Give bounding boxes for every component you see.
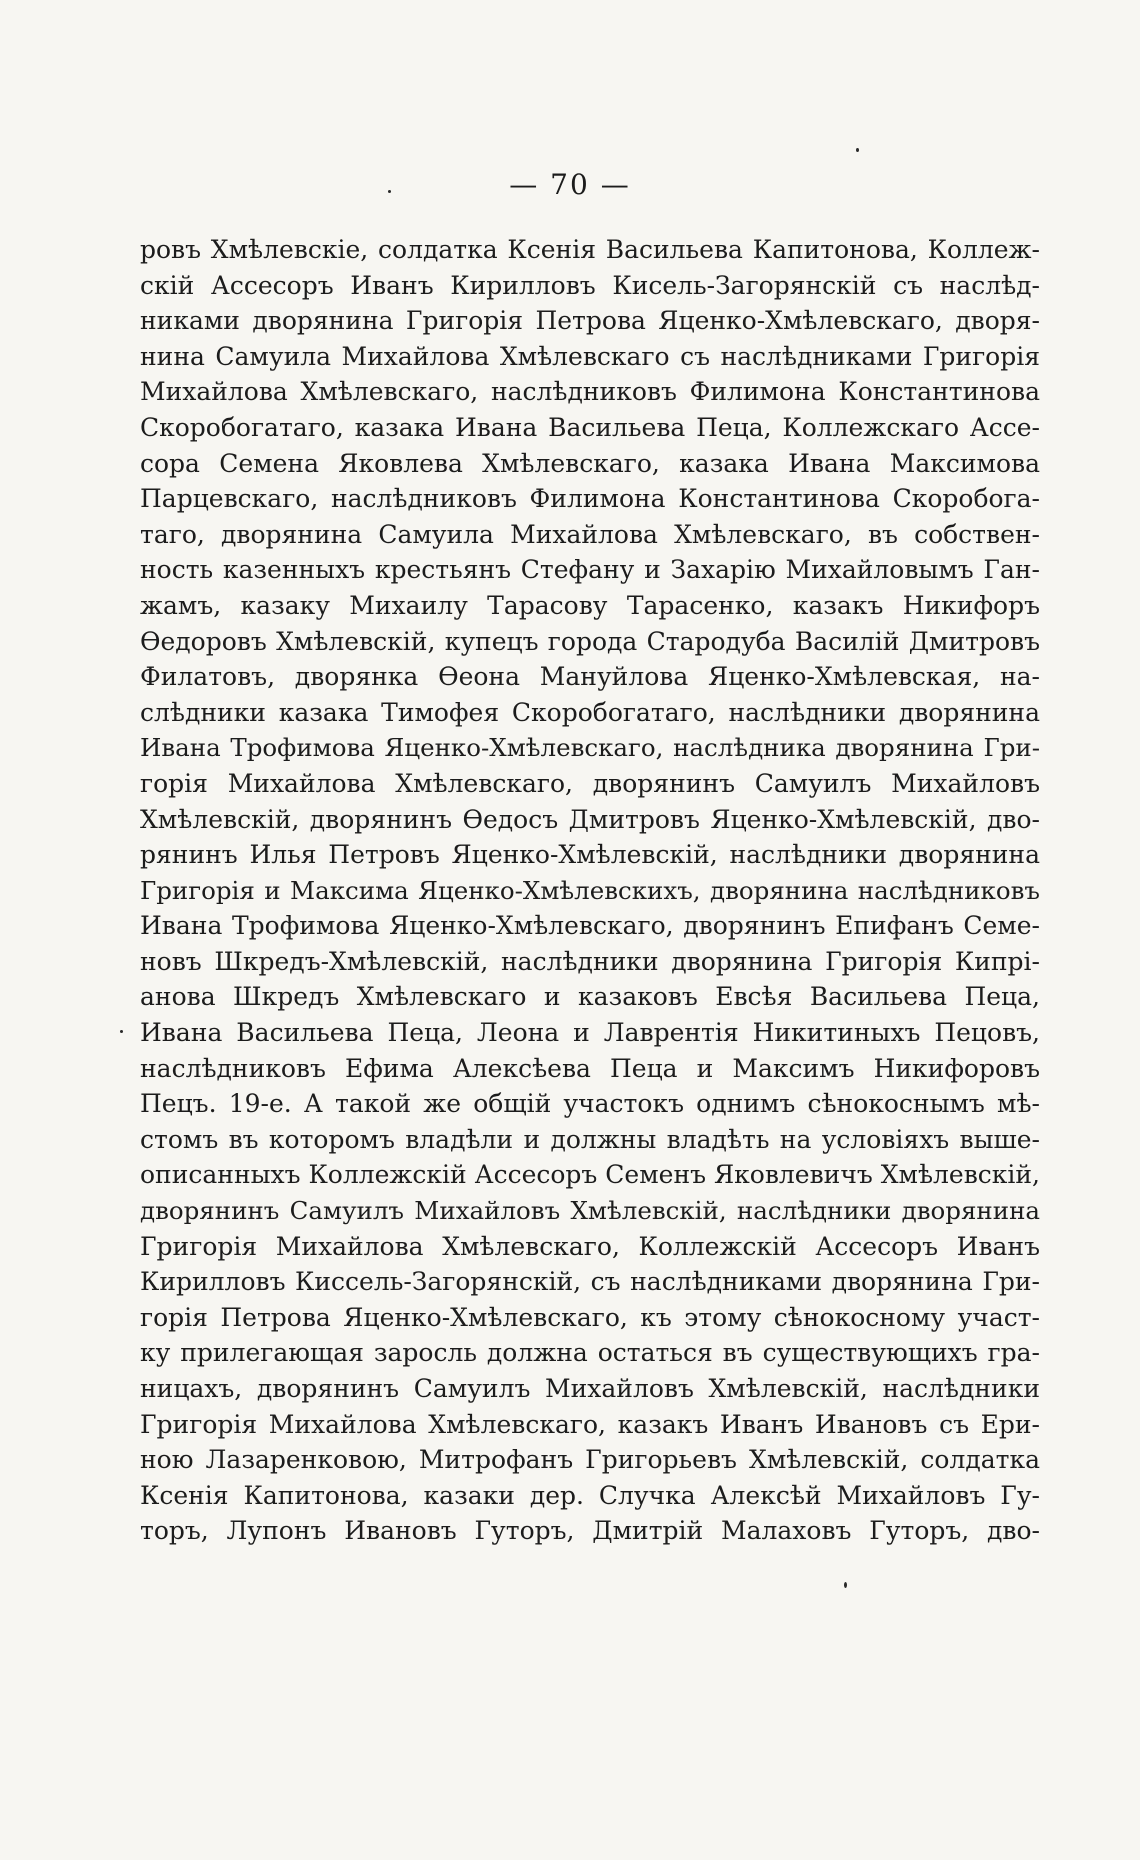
text-line: Ксенія Капитонова, казаки дер. Случка Алексѣй Михайловъ Гу- (140, 1480, 1040, 1510)
scan-speck (388, 190, 391, 193)
text-line: Парцевскаго, наслѣдниковъ Филимона Константинова Скоробога- (140, 484, 1040, 514)
text-line: Ивана Трофимова Яценко-Хмѣлевскаго, дворянинъ Епифанъ Семе- (140, 911, 1040, 941)
text-line: горія Петрова Яценко-Хмѣлевскаго, къ этому сѣнокосному участ- (140, 1302, 1040, 1332)
text-line: нина Самуила Михайлова Хмѣлевскаго съ наслѣдниками Григорія (140, 341, 1040, 371)
text-line: Ивана Трофимова Яценко-Хмѣлевскаго, наслѣдника дворянина Гри- (140, 733, 1040, 763)
text-line: Григорія Михайлова Хмѣлевскаго, Коллежскій Ассесоръ Иванъ (140, 1231, 1040, 1261)
text-line: Хмѣлевскій, дворянинъ Ѳедосъ Дмитровъ Яценко-Хмѣлевскій, дво- (140, 804, 1040, 834)
text-line: описанныхъ Коллежскій Ассесоръ Семенъ Яковлевичъ Хмѣлевскій, (140, 1160, 1040, 1190)
text-line: слѣдники казака Тимофея Скоробогатаго, наслѣдники дворянина (140, 697, 1040, 727)
text-line: никами дворянина Григорія Петрова Яценко-Хмѣлевскаго, дворя- (140, 306, 1040, 336)
text-line: Скоробогатаго, казака Ивана Васильева Пеца, Коллежскаго Ассе- (140, 412, 1040, 442)
text-line: ровъ Хмѣлевскіе, солдатка Ксенія Васильева Капитонова, Коллеж- (140, 235, 1040, 264)
text-line: скій Ассесоръ Иванъ Кирилловъ Кисель-Загорянскій съ наслѣд- (140, 270, 1040, 300)
text-line: ку прилегающая заросль должна остаться въ существующихъ гра- (140, 1338, 1040, 1368)
text-line: ницахъ, дворянинъ Самуилъ Михайловъ Хмѣлевскій, наслѣдники (140, 1374, 1040, 1403)
text-line: торъ, Лупонъ Ивановъ Гуторъ, Дмитрій Малаховъ Гуторъ, дво- (140, 1516, 1040, 1546)
text-line: дворянинъ Самуилъ Михайловъ Хмѣлевскій, наслѣдники дворянина (140, 1196, 1040, 1226)
text-line: новъ Шкредъ-Хмѣлевскій, наслѣдники дворянина Григорія Кипрі- (140, 946, 1040, 976)
text-line: Пецъ. 19-е. А такой же общій участокъ однимъ сѣнокоснымъ мѣ- (140, 1089, 1040, 1119)
text-line: Ивана Васильева Пеца, Леона и Лаврентія Никитиныхъ Пецовъ, (140, 1018, 1040, 1048)
text-line: горія Михайлова Хмѣлевскаго, дворянинъ Самуилъ Михайловъ (140, 768, 1040, 798)
text-line: стомъ въ которомъ владѣли и должны владѣть на условіяхъ выше- (140, 1124, 1040, 1154)
text-line: Михайлова Хмѣлевскаго, наслѣдниковъ Филимона Константинова (140, 377, 1040, 407)
body-text (140, 232, 1040, 1549)
text-line: таго, дворянина Самуила Михайлова Хмѣлевскаго, въ собствен- (140, 519, 1040, 549)
scan-speck (856, 148, 859, 152)
text-line: ною Лазаренковою, Митрофанъ Григорьевъ Хмѣлевскій, солдатка (140, 1445, 1040, 1475)
text-line: Григорія и Максима Яценко-Хмѣлевскихъ, дворянина наслѣдниковъ (140, 875, 1040, 905)
text-line: ность казенныхъ крестьянъ Стефану и Захарію Михайловымъ Ган- (140, 555, 1040, 585)
text-line: анова Шкредъ Хмѣлевскаго и казаковъ Евсѣя Васильева Пеца, (140, 982, 1040, 1012)
text-line: Филатовъ, дворянка Ѳеона Мануйлова Яценко-Хмѣлевская, на- (140, 662, 1040, 692)
page-number: — 70 — (509, 168, 631, 201)
text-line: наслѣдниковъ Ефима Алексѣева Пеца и Максимъ Никифоровъ (140, 1053, 1040, 1083)
scan-speck (120, 1030, 123, 1033)
scan-speck (844, 1582, 847, 1588)
text-line: жамъ, казаку Михаилу Тарасову Тарасенко, казакъ Никифоръ (140, 590, 1040, 620)
text-line: Ѳедоровъ Хмѣлевскій, купецъ города Стародуба Василій Дмитровъ (140, 626, 1040, 656)
text-line: сора Семена Яковлева Хмѣлевскаго, казака Ивана Максимова (140, 448, 1040, 478)
text-line: Григорія Михайлова Хмѣлевскаго, казакъ Иванъ Ивановъ съ Ери- (140, 1409, 1040, 1439)
text-line: рянинъ Илья Петровъ Яценко-Хмѣлевскій, наслѣдники дворянина (140, 840, 1040, 870)
text-line: Кирилловъ Киссель-Загорянскій, съ наслѣдниками дворянина Гри- (140, 1267, 1040, 1297)
